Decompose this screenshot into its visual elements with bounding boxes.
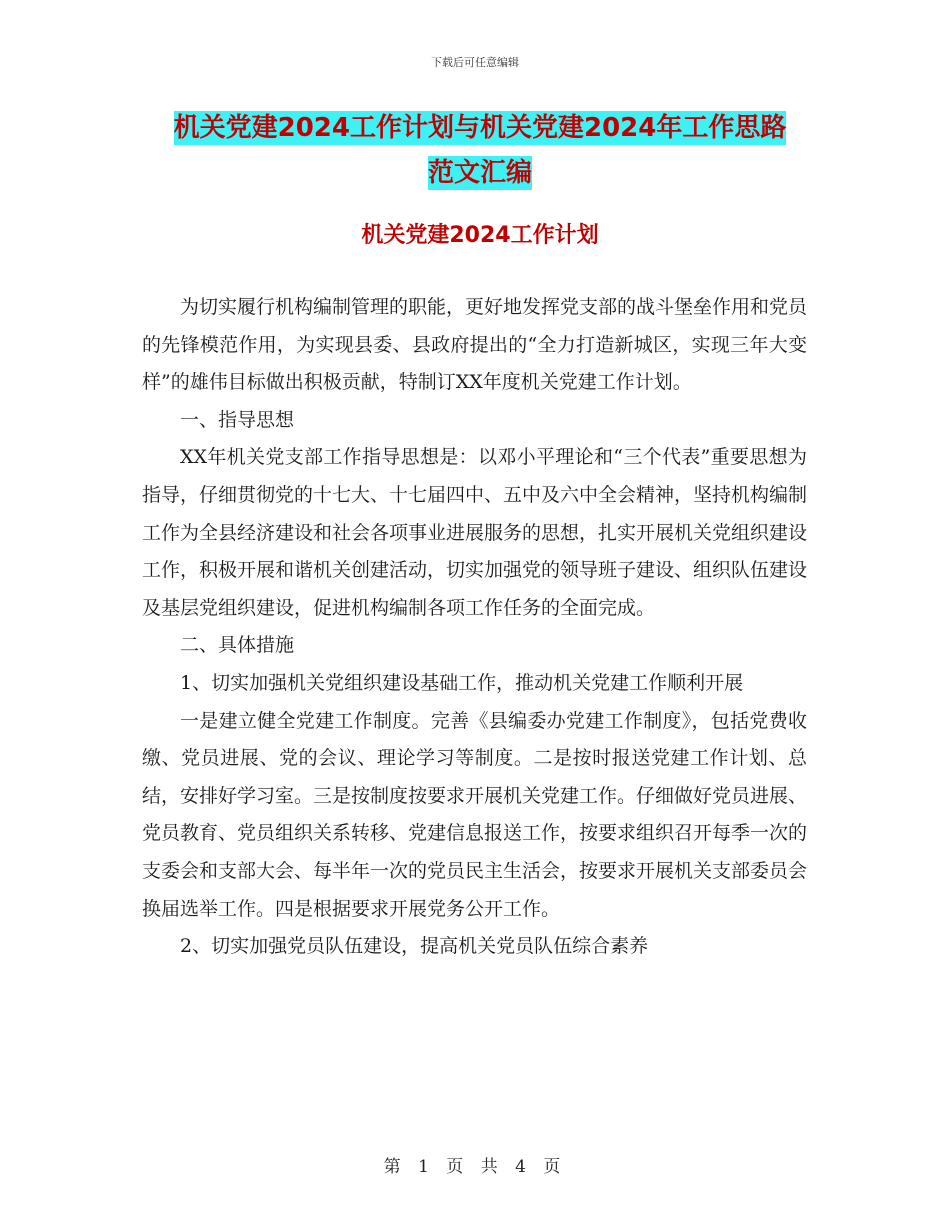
heading-guiding-ideology: 一、指导思想 [180, 408, 295, 431]
document-title-line-1: 机关党建2024工作计划与机关党建2024年工作思路 [173, 113, 787, 143]
paragraph-intro: 为切实履行机构编制管理的职能，更好地发挥党支部的战斗堡垒作用和党员的先锋模范作用，为实现县委、县政府提出的“全力打造新城区，实现三年大变样”的雄伟目标做出积极贡献，特制订XX年度机关党建工作计划。 [142, 296, 808, 394]
document-title [140, 106, 820, 196]
page-header-note: 下载后可任意编辑 [431, 56, 519, 69]
subheading-measure-1: 1、切实加强机关党组织建设基础工作，推动机关党建工作顺利开展 [180, 671, 744, 694]
paragraph-guiding-ideology: XX年机关党支部工作指导思想是：以邓小平理论和“三个代表”重要思想为指导，仔细贯彻党的十七大、十七届四中、五中及六中全会精神，坚持机构编制工作为全县经济建设和社会各项事业进展服务的思想，扎实开展机关党组织建设工作，积极开展和谐机关创建活动，切实加强党的领导班子建设、组织队伍建设及基层党组织建设，促进机构编制各项工作任务的全面完成。 [142, 446, 808, 619]
heading-specific-measures: 二、具体措施 [180, 634, 295, 657]
section-title: 机关党建2024工作计划 [361, 223, 599, 248]
paragraph-measure-1: 一是建立健全党建工作制度。完善《县编委办党建工作制度》，包括党费收缴、党员进展、党的会议、理论学习等制度。二是按时报送党建工作计划、总结，安排好学习室。三是按制度按要求开展机关党建工作。仔细做好党员进展、党员教育、党员组织关系转移、党建信息报送工作，按要求组织召开每季一次的支委会和支部大会、每半年一次的党员民主生活会，按要求开展机关支部委员会换届选举工作。四是根据要求开展党务公开工作。 [142, 709, 808, 920]
document-body [142, 289, 807, 966]
subheading-measure-2: 2、切实加强党员队伍建设，提高机关党员队伍综合素养 [180, 935, 649, 958]
document-title-line-2: 范文汇编 [427, 158, 532, 188]
page-footer-number: 第 1 页 共 4 页 [383, 1157, 567, 1177]
